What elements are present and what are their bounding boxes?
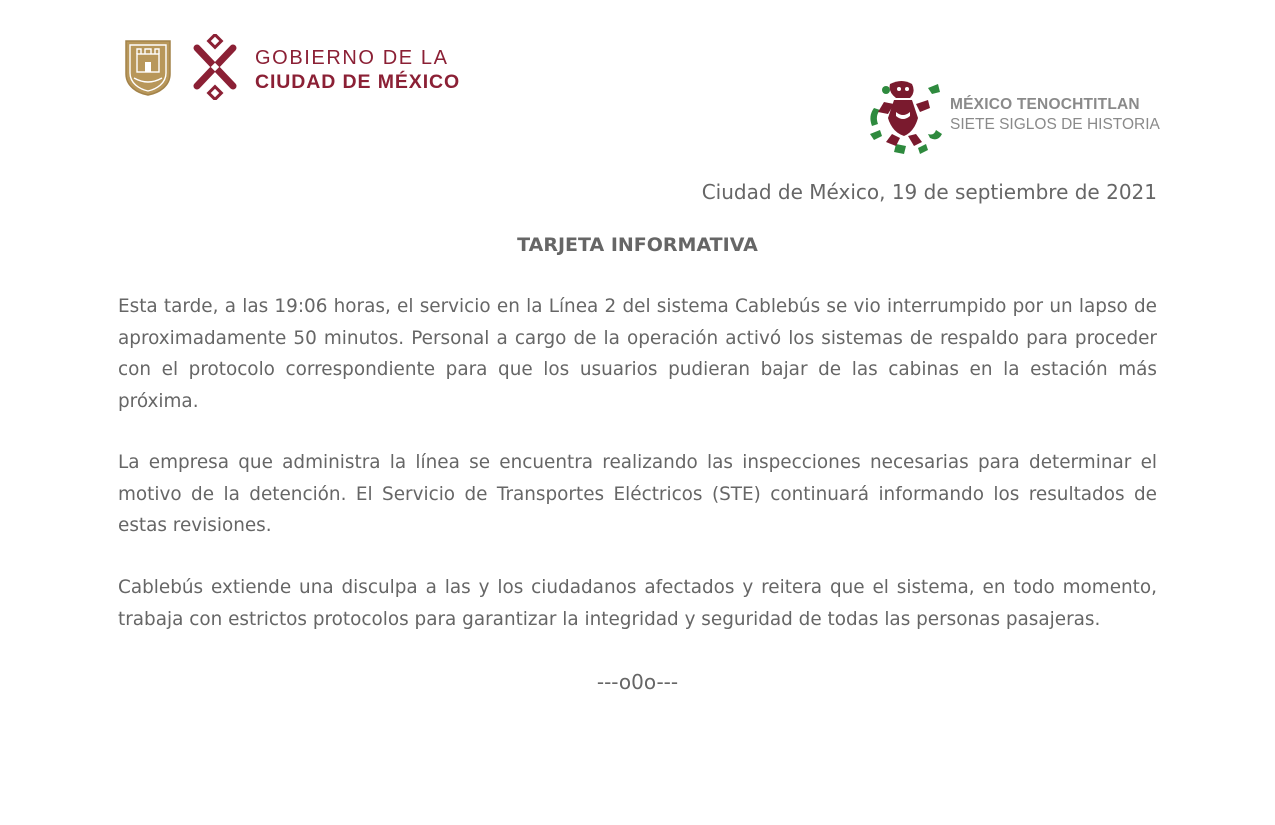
document-title: TARJETA INFORMATIVA [517, 234, 758, 256]
cdmx-shield-icon [123, 38, 173, 96]
gov-logo-line1: GOBIERNO DE LA [255, 47, 449, 69]
tenochtitlan-logo-line1: MÉXICO TENOCHTITLAN [950, 96, 1140, 113]
paragraph-3: Cablebús extiende una disculpa a las y los ciudadanos afectados y reitera que el sistema, en todo momento, trabaja con estrictos protocolos para garantizar la integridad y seguridad de todas las personas pasajeras. [118, 577, 1157, 630]
tenochtitlan-logo-line2: SIETE SIGLOS DE HISTORIA [950, 116, 1160, 133]
paragraph-1: Esta tarde, a las 19:06 horas, el servicio en la Línea 2 del sistema Cablebús se vio interrumpido por un lapso de aproximadamente 50 minutos. Personal a cargo de la operación activó los sistemas de respaldo para proceder con el protocolo correspondiente para que los usuarios pudieran bajar de las cabinas en la estación más próxima. [118, 296, 1157, 412]
cdmx-emblem-icon [187, 34, 243, 100]
gov-logo-text [255, 48, 460, 93]
paragraph-2: La empresa que administra la línea se encuentra realizando las inspecciones necesarias para determinar el motivo de la detención. El Servicio de Transportes Eléctricos (STE) continuará informando los resultados de estas revisiones. [118, 452, 1157, 536]
closing-mark: ---o0o--- [596, 670, 679, 694]
tenochtitlan-figure-icon [866, 78, 944, 156]
mexico-tenochtitlan-logo [866, 78, 1158, 158]
tenochtitlan-logo-text [950, 96, 1160, 134]
gov-logo-line2: CIUDAD DE MÉXICO [255, 71, 461, 93]
document-date: Ciudad de México, 19 de septiembre de 2021 [701, 180, 1157, 204]
